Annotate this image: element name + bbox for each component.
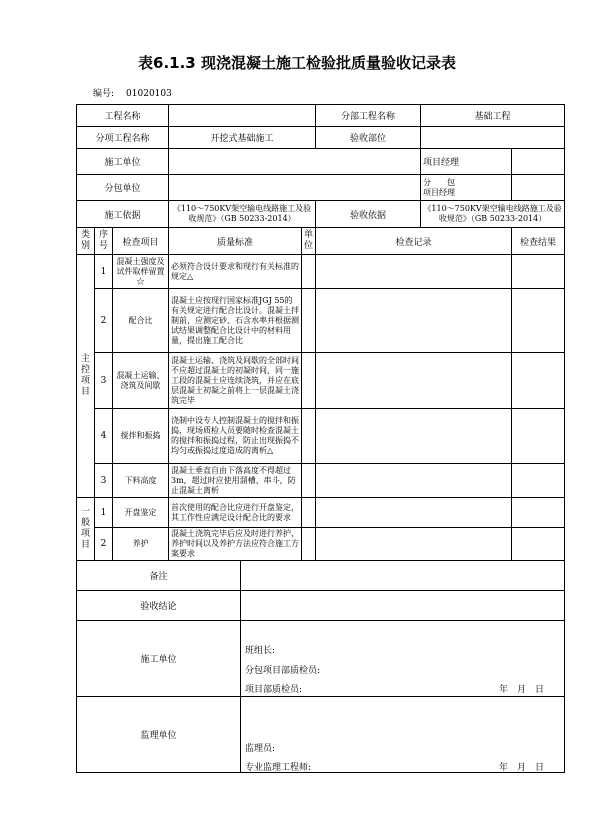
supervision-sign-supervisor: 监理员: <box>245 744 276 754</box>
row-subcontract-unit <box>77 175 565 201</box>
main-item-name: 混凝土运输、浇筑及间歇 <box>113 353 169 409</box>
main-item-row <box>77 255 565 289</box>
supervision-sign-label: 监理单位 <box>77 697 241 773</box>
main-item-unit[interactable] <box>302 255 316 289</box>
col-result: 检查结果 <box>512 228 565 255</box>
row-construction-unit <box>77 149 565 175</box>
supervision-sign-date: 年 月 日 <box>499 763 545 773</box>
main-item-unit[interactable] <box>302 353 316 409</box>
main-item-name: 配合比 <box>113 289 169 353</box>
main-item-record[interactable] <box>316 409 512 464</box>
main-item-record[interactable] <box>316 353 512 409</box>
main-item-record[interactable] <box>316 255 512 289</box>
main-item-row <box>77 289 565 353</box>
main-item-standard: 浇制中设专人控制混凝土的搅拌和振捣，现场质检人员要随时检查混凝土的搅拌和振捣过程，防止出现振捣不均匀或振捣过度造成的离析△ <box>169 409 302 464</box>
main-item-name: 下料高度 <box>113 464 169 498</box>
main-item-result[interactable] <box>512 353 565 409</box>
main-item-result[interactable] <box>512 409 565 464</box>
main-item-seq: 4 <box>95 409 113 464</box>
remarks-value[interactable] <box>241 561 565 591</box>
general-item-record[interactable] <box>316 528 512 561</box>
form-number-value: 01020103 <box>126 89 172 99</box>
construction-sign-sub-inspector: 分包项目部质检员: <box>245 666 321 676</box>
sub-project-value[interactable]: 基础工程 <box>421 105 565 127</box>
main-item-result[interactable] <box>512 289 565 353</box>
construction-sign-label: 施工单位 <box>77 621 241 697</box>
project-name-label: 工程名称 <box>77 105 169 127</box>
main-item-seq: 3 <box>95 464 113 498</box>
acceptance-part-label: 验收部位 <box>316 127 421 149</box>
project-manager-label: 项目经理 <box>421 149 512 175</box>
subcontract-unit-value[interactable] <box>169 175 421 201</box>
row-remarks <box>77 561 565 591</box>
general-item-result[interactable] <box>512 528 565 561</box>
general-item-unit[interactable] <box>302 498 316 528</box>
project-manager-value[interactable] <box>512 149 565 175</box>
general-item-name: 养护 <box>113 528 169 561</box>
main-item-result[interactable] <box>512 255 565 289</box>
row-construction-sign <box>77 621 565 697</box>
general-item-unit[interactable] <box>302 528 316 561</box>
inspection-form-table <box>76 104 565 773</box>
basis-label: 施工依据 <box>77 201 169 228</box>
main-item-unit[interactable] <box>302 409 316 464</box>
conclusion-label: 验收结论 <box>77 591 241 621</box>
main-item-seq: 3 <box>95 353 113 409</box>
general-item-seq: 1 <box>95 498 113 528</box>
sub-project-label: 分部工程名称 <box>316 105 421 127</box>
acceptance-basis-value[interactable]: 《110～750KV架空输电线路施工及验收规范》（GB 50233-2014） <box>421 201 565 228</box>
subcontract-manager-label <box>421 175 512 201</box>
col-standard: 质量标准 <box>169 228 302 255</box>
main-item-unit[interactable] <box>302 289 316 353</box>
row-supervision-sign <box>77 697 565 773</box>
main-item-name: 混凝土强度及试件取样留置☆ <box>113 255 169 289</box>
row-project-name <box>77 105 565 127</box>
main-item-seq: 2 <box>95 289 113 353</box>
main-item-standard: 混凝土运输、浇筑及间歇的全部时间不应超过混凝土的初凝时间，同一施工段的混凝土应连续浇筑，并应在底层混凝土初凝之前将上一层混凝土浇筑完毕 <box>169 353 302 409</box>
main-item-standard: 必须符合设计要求和现行有关标准的规定△ <box>169 255 302 289</box>
general-category-label: 一般项目 <box>77 498 95 561</box>
subcontract-manager-label-line2: 项目经理 <box>423 187 456 197</box>
item-project-value[interactable]: 开挖式基础施工 <box>169 127 316 149</box>
col-record: 检查记录 <box>316 228 512 255</box>
main-item-row <box>77 353 565 409</box>
construction-sign-team-leader: 班组长: <box>245 646 276 656</box>
general-item-standard: 首次使用的配合比应进行开盘鉴定，其工作性应满足设计配合比的要求 <box>169 498 302 528</box>
main-item-record[interactable] <box>316 464 512 498</box>
subcontract-manager-value[interactable] <box>512 175 565 201</box>
main-item-standard: 混凝土垂直自由下落高度不得超过3m，超过时应使用溜槽、串斗，防止混凝土离析 <box>169 464 302 498</box>
acceptance-part-value[interactable] <box>421 127 565 149</box>
construction-unit-label: 施工单位 <box>77 149 169 175</box>
construction-sign-inspector: 项目部质检员: <box>245 685 303 695</box>
item-project-label: 分项工程名称 <box>77 127 169 149</box>
general-item-standard: 混凝土浇筑完毕后应及时进行养护，养护时间以及养护方法应符合施工方案要求 <box>169 528 302 561</box>
form-number <box>93 86 172 99</box>
subcontract-manager-label-line1: 分 包 <box>423 177 456 187</box>
supervision-sign-area[interactable] <box>241 697 565 773</box>
col-category: 类别 <box>77 228 95 255</box>
general-item-row <box>77 528 565 561</box>
construction-sign-area[interactable] <box>241 621 565 697</box>
row-basis <box>77 201 565 228</box>
general-item-result[interactable] <box>512 498 565 528</box>
row-conclusion <box>77 591 565 621</box>
main-item-record[interactable] <box>316 289 512 353</box>
general-item-record[interactable] <box>316 498 512 528</box>
general-item-seq: 2 <box>95 528 113 561</box>
row-column-headers <box>77 228 565 255</box>
remarks-label: 备注 <box>77 561 241 591</box>
project-name-value[interactable] <box>169 105 316 127</box>
main-item-unit[interactable] <box>302 464 316 498</box>
general-item-name: 开盘鉴定 <box>113 498 169 528</box>
basis-value[interactable]: 《110～750KV架空输电线路施工及验收规范》（GB 50233-2014） <box>169 201 316 228</box>
page-title: 表6.1.3 现浇混凝土施工检验批质量验收记录表 <box>138 54 456 72</box>
subcontract-unit-label: 分包单位 <box>77 175 169 201</box>
col-unit: 单位 <box>302 228 316 255</box>
col-seq: 序号 <box>95 228 113 255</box>
main-item-standard: 混凝土应按现行国家标准JGJ 55的有关规定进行配合比设计。混凝土拌制前，应测定砂、石含水率并根据测试结果调整配合比设计中的材料用量，提出施工配合比 <box>169 289 302 353</box>
row-item-project <box>77 127 565 149</box>
col-item: 检查项目 <box>113 228 169 255</box>
construction-unit-value[interactable] <box>169 149 421 175</box>
supervision-sign-engineer: 专业监理工程师: <box>245 763 312 773</box>
main-item-seq: 1 <box>95 255 113 289</box>
acceptance-basis-label: 验收依据 <box>316 201 421 228</box>
conclusion-value[interactable] <box>241 591 565 621</box>
form-number-label: 编号: <box>93 89 115 99</box>
general-item-row <box>77 498 565 528</box>
main-item-result[interactable] <box>512 464 565 498</box>
main-item-row <box>77 464 565 498</box>
main-item-name: 搅拌和振捣 <box>113 409 169 464</box>
main-item-row <box>77 409 565 464</box>
construction-sign-date: 年 月 日 <box>499 685 545 695</box>
main-category-label: 主控项目 <box>77 255 95 498</box>
